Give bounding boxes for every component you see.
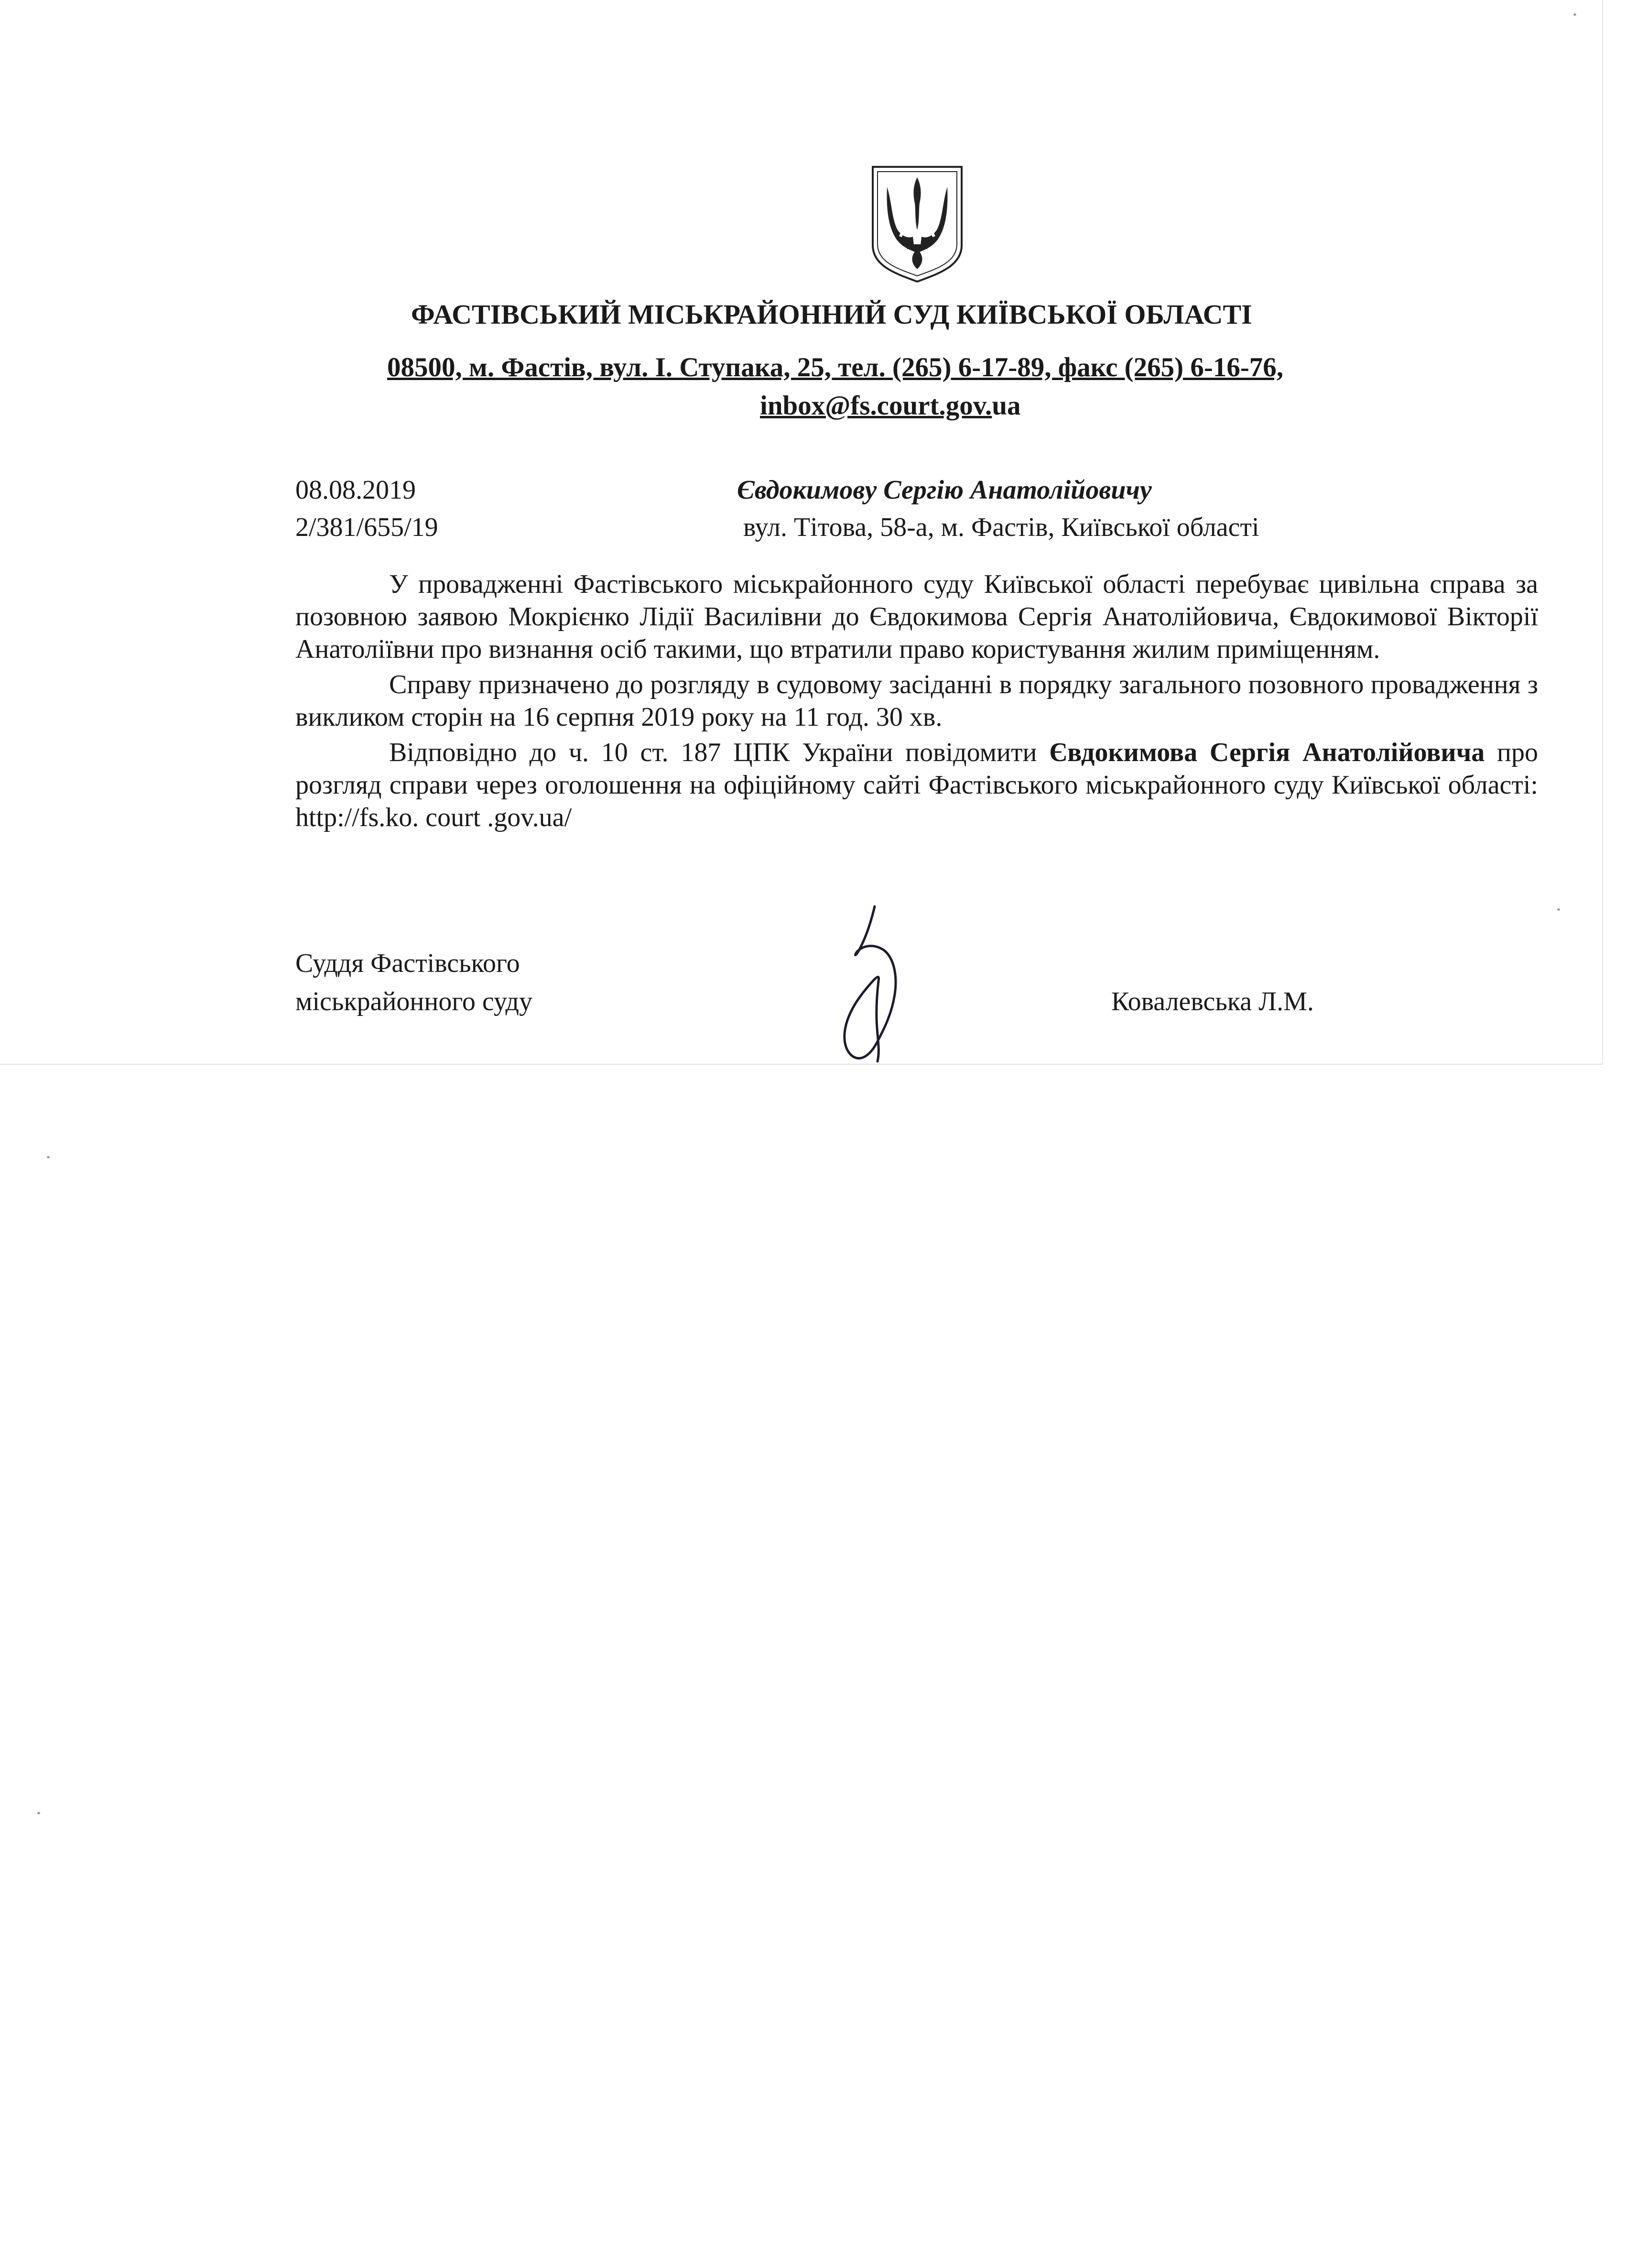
court-address-line: 08500, м. Фастів, вул. І. Ступака, 25, тел. (265) 6-17-89, факс (265) 6-16-76, [387, 352, 1284, 382]
ukrainian-trident-emblem-icon [871, 165, 964, 284]
court-email-suffix: ua [992, 391, 1021, 421]
court-email-line [760, 390, 1021, 421]
letter-reg-number: 2/381/655/19 [295, 512, 438, 542]
handwritten-signature-icon [813, 904, 937, 1066]
letter-date: 08.08.2019 [295, 475, 416, 505]
scan-speck [47, 1156, 50, 1158]
addressee-address: вул. Тітова, 58-а, м. Фастів, Київської області [743, 512, 1259, 542]
paragraph-text: Відповідно до ч. 10 ст. 187 ЦПК України повідомити [389, 738, 1050, 767]
court-name-heading: ФАСТІВСЬКИЙ МІСЬКРАЙОННИЙ СУД КИЇВСЬКОЇ ОБЛАСТІ [411, 299, 1252, 330]
letter-body [295, 568, 1538, 834]
scan-speck [1557, 908, 1560, 911]
paragraph-text: про розгляд справи через оголошення на офіційному сайті Фастівського міськрайонного суду Київської області: http://fs.ko. court .gov.ua/ [295, 738, 1539, 832]
judge-name: Ковалевська Л.М. [1111, 987, 1314, 1016]
scan-speck [1573, 13, 1576, 16]
body-paragraph: У провадженні Фастівського міськрайонного суду Київської області перебуває цивільна справа за позовною заявою Мокрієнко Лідії Василівни до Євдокимова Сергія Анатолійовича, Євдокимової Вікторії Анатоліївни про визнання осіб такими, що втратили право користування жилим приміщенням. [295, 569, 1538, 664]
judge-title-line-2: міськрайонного суду [295, 987, 533, 1016]
scan-speck [37, 1812, 40, 1814]
addressee-name: Євдокимову Сергію Анатолійовичу [737, 475, 1152, 505]
court-email-link[interactable]: inbox@fs.court.gov. [760, 391, 992, 421]
body-paragraph: Справу призначено до розгляду в судовому засіданні в порядку загального позовного провадження з викликом сторін на 16 серпня 2019 року на 11 год. 30 хв. [295, 670, 1538, 732]
judge-title-line-1: Суддя Фастівського [295, 949, 520, 978]
notified-person-name: Євдокимова Сергія Анатолійовича [1049, 738, 1485, 767]
body-paragraph [295, 736, 1538, 834]
